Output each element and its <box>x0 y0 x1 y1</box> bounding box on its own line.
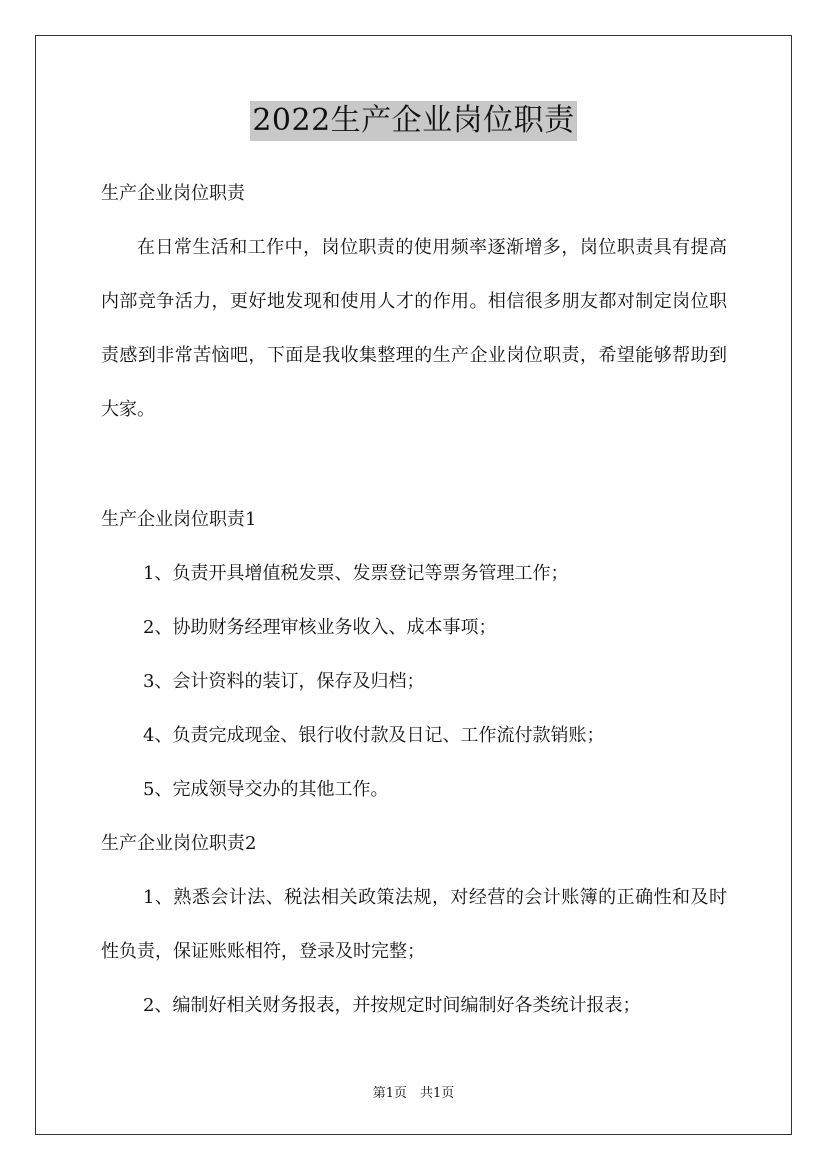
document-subtitle: 生产企业岗位职责 <box>101 183 245 204</box>
section-1-item: 3、会计资料的装订，保存及归档； <box>143 671 425 692</box>
section-1-item: 4、负责完成现金、银行收付款及日记、工作流付款销账； <box>143 725 605 746</box>
section-heading-2: 生产企业岗位职责2 <box>101 833 257 854</box>
section-2-item: 2、编制好相关财务报表，并按规定时间编制好各类统计报表； <box>143 995 641 1016</box>
title-container <box>0 101 827 141</box>
intro-paragraph: 在日常生活和工作中，岗位职责的使用频率逐渐增多，岗位职责具有提高内部竞争活力，更好地发现和使用人才的作用。相信很多朋友都对制定岗位职责感到非常苦恼吧，下面是我收集整理的生产企业岗位职责，希望能够帮助到大家。 <box>101 237 727 420</box>
section-1-item: 1、负责开具增值税发票、发票登记等票务管理工作； <box>143 563 569 584</box>
page-number-label: 第1页 共1页 <box>372 1086 455 1101</box>
section-heading-1: 生产企业岗位职责1 <box>101 509 257 530</box>
page-footer <box>0 1082 827 1101</box>
section-1-item: 2、协助财务经理审核业务收入、成本事项； <box>143 617 497 638</box>
section-1-item: 5、完成领导交办的其他工作。 <box>143 779 389 800</box>
document-title: 2022生产企业岗位职责 <box>250 101 576 141</box>
section-2-item: 1、熟悉会计法、税法相关政策法规，对经营的会计账簿的正确性和及时性负责，保证账账相符，登录及时完整； <box>101 887 727 962</box>
